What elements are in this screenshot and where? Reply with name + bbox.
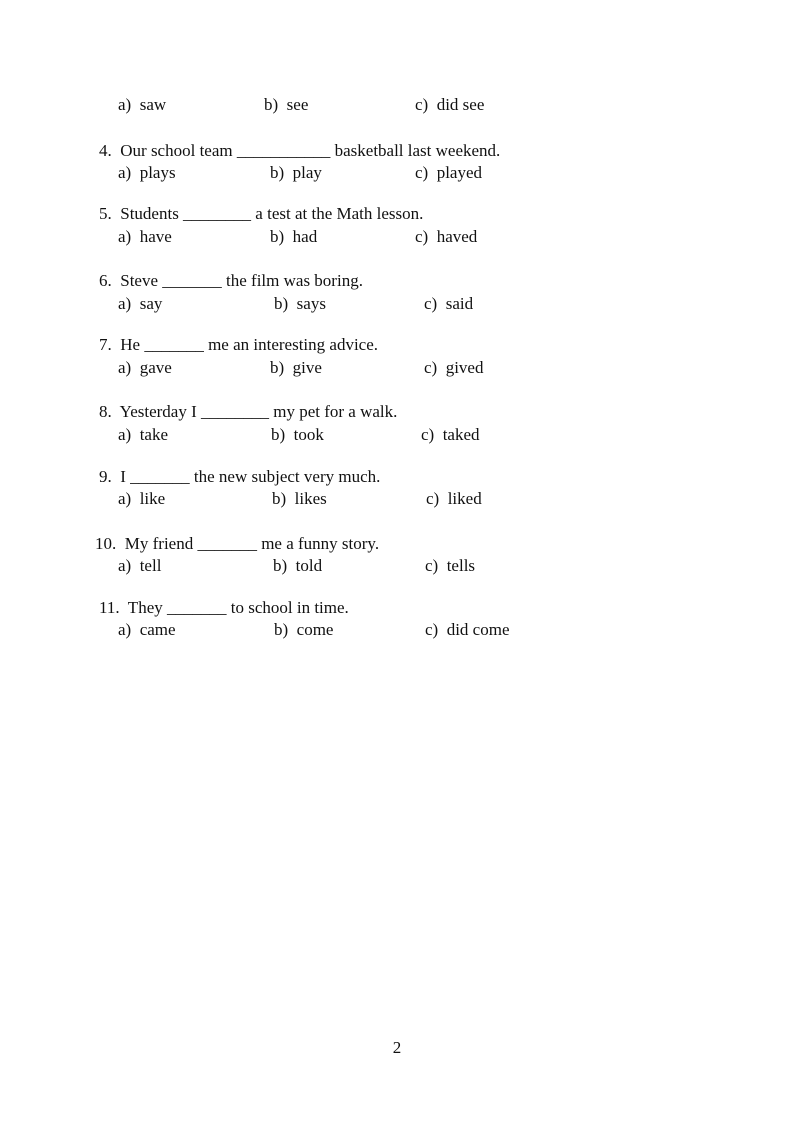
option-a: a) take xyxy=(118,425,169,444)
option-c: c) haved xyxy=(415,227,478,246)
option-c: c) taked xyxy=(421,425,480,444)
option-c: c) played xyxy=(415,163,483,182)
option-a: a) came xyxy=(118,620,176,639)
option-b: b) come xyxy=(274,620,334,639)
page-number: 2 xyxy=(392,1038,402,1057)
question-stem: 4. Our school team ___________ basketball last weekend. xyxy=(99,141,501,160)
option-b: b) took xyxy=(271,425,324,444)
option-c: c) gived xyxy=(424,358,484,377)
option-a: a) say xyxy=(118,294,163,313)
option-a: a) have xyxy=(118,227,172,246)
option-b: b) see xyxy=(264,95,309,114)
question-stem: 8. Yesterday I ________ my pet for a walk. xyxy=(99,402,398,421)
option-a: a) like xyxy=(118,489,166,508)
option-b: b) had xyxy=(270,227,318,246)
option-a: a) plays xyxy=(118,163,176,182)
option-c: c) did come xyxy=(425,620,510,639)
option-c: c) liked xyxy=(426,489,482,508)
question-stem: 9. I _______ the new subject very much. xyxy=(99,467,381,486)
question-stem: 10. My friend _______ me a funny story. xyxy=(95,534,380,553)
option-a: a) saw xyxy=(118,95,167,114)
option-a: a) tell xyxy=(118,556,162,575)
question-stem: 5. Students ________ a test at the Math lesson. xyxy=(99,204,424,223)
option-c: c) tells xyxy=(425,556,476,575)
option-b: b) play xyxy=(270,163,322,182)
option-c: c) said xyxy=(424,294,474,313)
option-b: b) told xyxy=(273,556,323,575)
question-stem: 11. They _______ to school in time. xyxy=(99,598,349,617)
option-b: b) says xyxy=(274,294,326,313)
question-stem: 6. Steve _______ the film was boring. xyxy=(99,271,363,290)
option-a: a) gave xyxy=(118,358,172,377)
option-b: b) give xyxy=(270,358,322,377)
question-stem: 7. He _______ me an interesting advice. xyxy=(99,335,379,354)
option-c: c) did see xyxy=(415,95,485,114)
option-b: b) likes xyxy=(272,489,327,508)
